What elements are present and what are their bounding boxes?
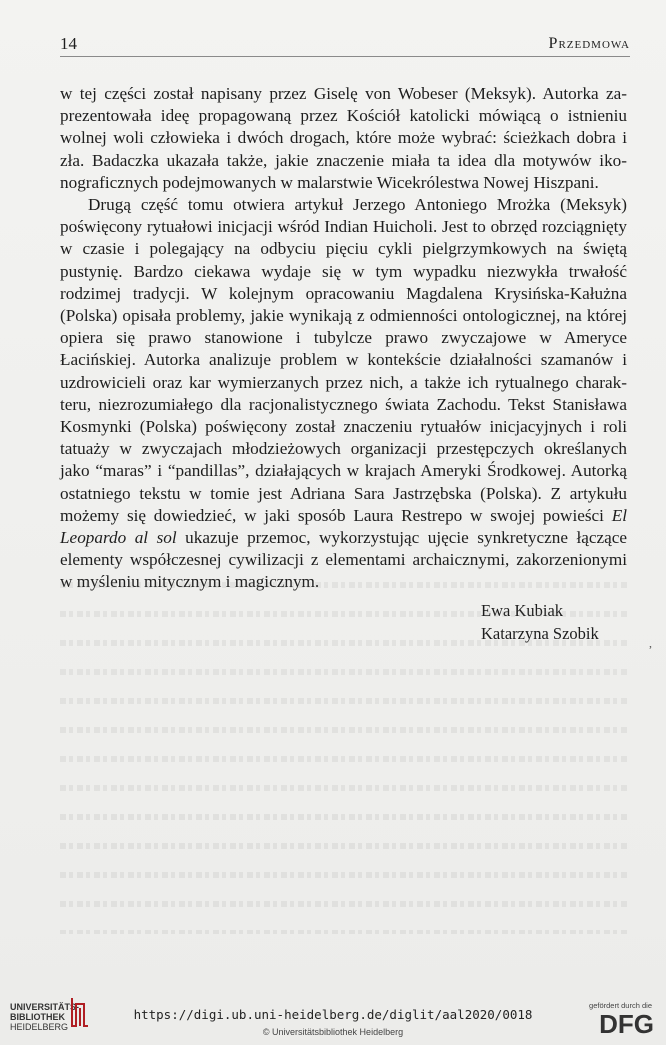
signature-author-2: Katarzyna Szobik — [481, 623, 599, 643]
library-logo-line-1: UNIVERSITÄTS- — [10, 1002, 80, 1012]
paragraph-1-text: w tej części został napisany przez Giselę von Wobeser (Meksyk). Autorka zaprezentowała ideę propagowaną przez Kościół katolicki mówiącą o istnieniu wolnej woli człowieka i dwóch drogach, które może wybrać: ścieżkach dobra i zła. Badaczka ukazała także, jakie znaczenie miała ta idea dla motywów ikonograficznych podejmowanych w malarstwie Wicekrólestwa Nowej Hiszpani. — [60, 84, 627, 192]
paragraph-2-text-end: ukazuje przemoc, wykorzystując ujęcie synkretyczne łączące elementy współczesnej cywilizacji z elementami archaicznymi, zakorzenionymi w myśleniu mitycznym i magicznym. — [60, 528, 627, 592]
paragraph-2-text: Drugą część tomu otwiera artykuł Jerzego Antoniego Mrożka (Meksyk) poświęcony rytuałowi inicjacji wśród Indian Huicholi. Jest to obrzęd rozciągnięty w czasie i polegający na odbyciu pięciu cykli pielgrzymkowych na świętą pustynię. Bardzo ciekawa wydaje się w tym wypadku niezwykła trwałość rodzimej tradycji. W kolejnym opracowaniu Magdalena Krysińska-Kałużna (Polska) opisała problemy, jakie wynikają z odmienności ontologicznej, na której opiera się prawo stanowione i tubylcze prawo zwyczajowe w Ameryce Łacińskiej. Autorka analizuje problem w kontekście działalności szamanów i uzdrowicieli oraz kar wymierzanych przez nich, a także ich rytualnego charakteru, niezrozumiałego dla racjonalistycznego świata Zachodu. Tekst Stanisława Kosmynki (Polska) poświęcony został znaczeniu rytuałów inicjacyjnych i roli tatuaży w zwyczajach młodzieżowych organizacji przestępczych określanych jako “maras” i “pandillas”, działających w krajach Ameryki Środkowej. Autorką ostatniego tekstu w tomie jest Adriana Sara Jastrzębska (Polska). Z artykułu możemy się dowiedzieć, w jaki sposób Laura Restrepo w swojej powieści — [60, 195, 627, 525]
page-footer — [0, 990, 666, 1045]
paragraph-1 — [60, 83, 627, 194]
signatures — [481, 600, 599, 645]
digital-object-url[interactable]: https://digi.ub.uni-heidelberg.de/diglit/aal2020/0018 — [133, 1007, 533, 1022]
running-title: Przedmowa — [548, 35, 630, 52]
dfg-caption: gefördert durch die — [589, 1001, 652, 1010]
body-text — [60, 83, 627, 594]
book-title-italic: El Leopardo al sol — [60, 505, 627, 548]
signature-author-1: Ewa Kubiak — [481, 601, 564, 620]
dfg-logo[interactable]: DFG — [599, 1009, 654, 1039]
copyright-notice: © Universitätsbibliothek Heidelberg — [262, 1027, 404, 1037]
page-number: 14 — [60, 34, 77, 53]
library-logo-line-3: HEIDELBERG — [10, 1022, 69, 1032]
page-header — [60, 34, 630, 57]
library-logo-line-2: BIBLIOTHEK — [10, 1012, 65, 1022]
paragraph-2 — [60, 194, 627, 594]
margin-mark: , — [649, 636, 652, 650]
